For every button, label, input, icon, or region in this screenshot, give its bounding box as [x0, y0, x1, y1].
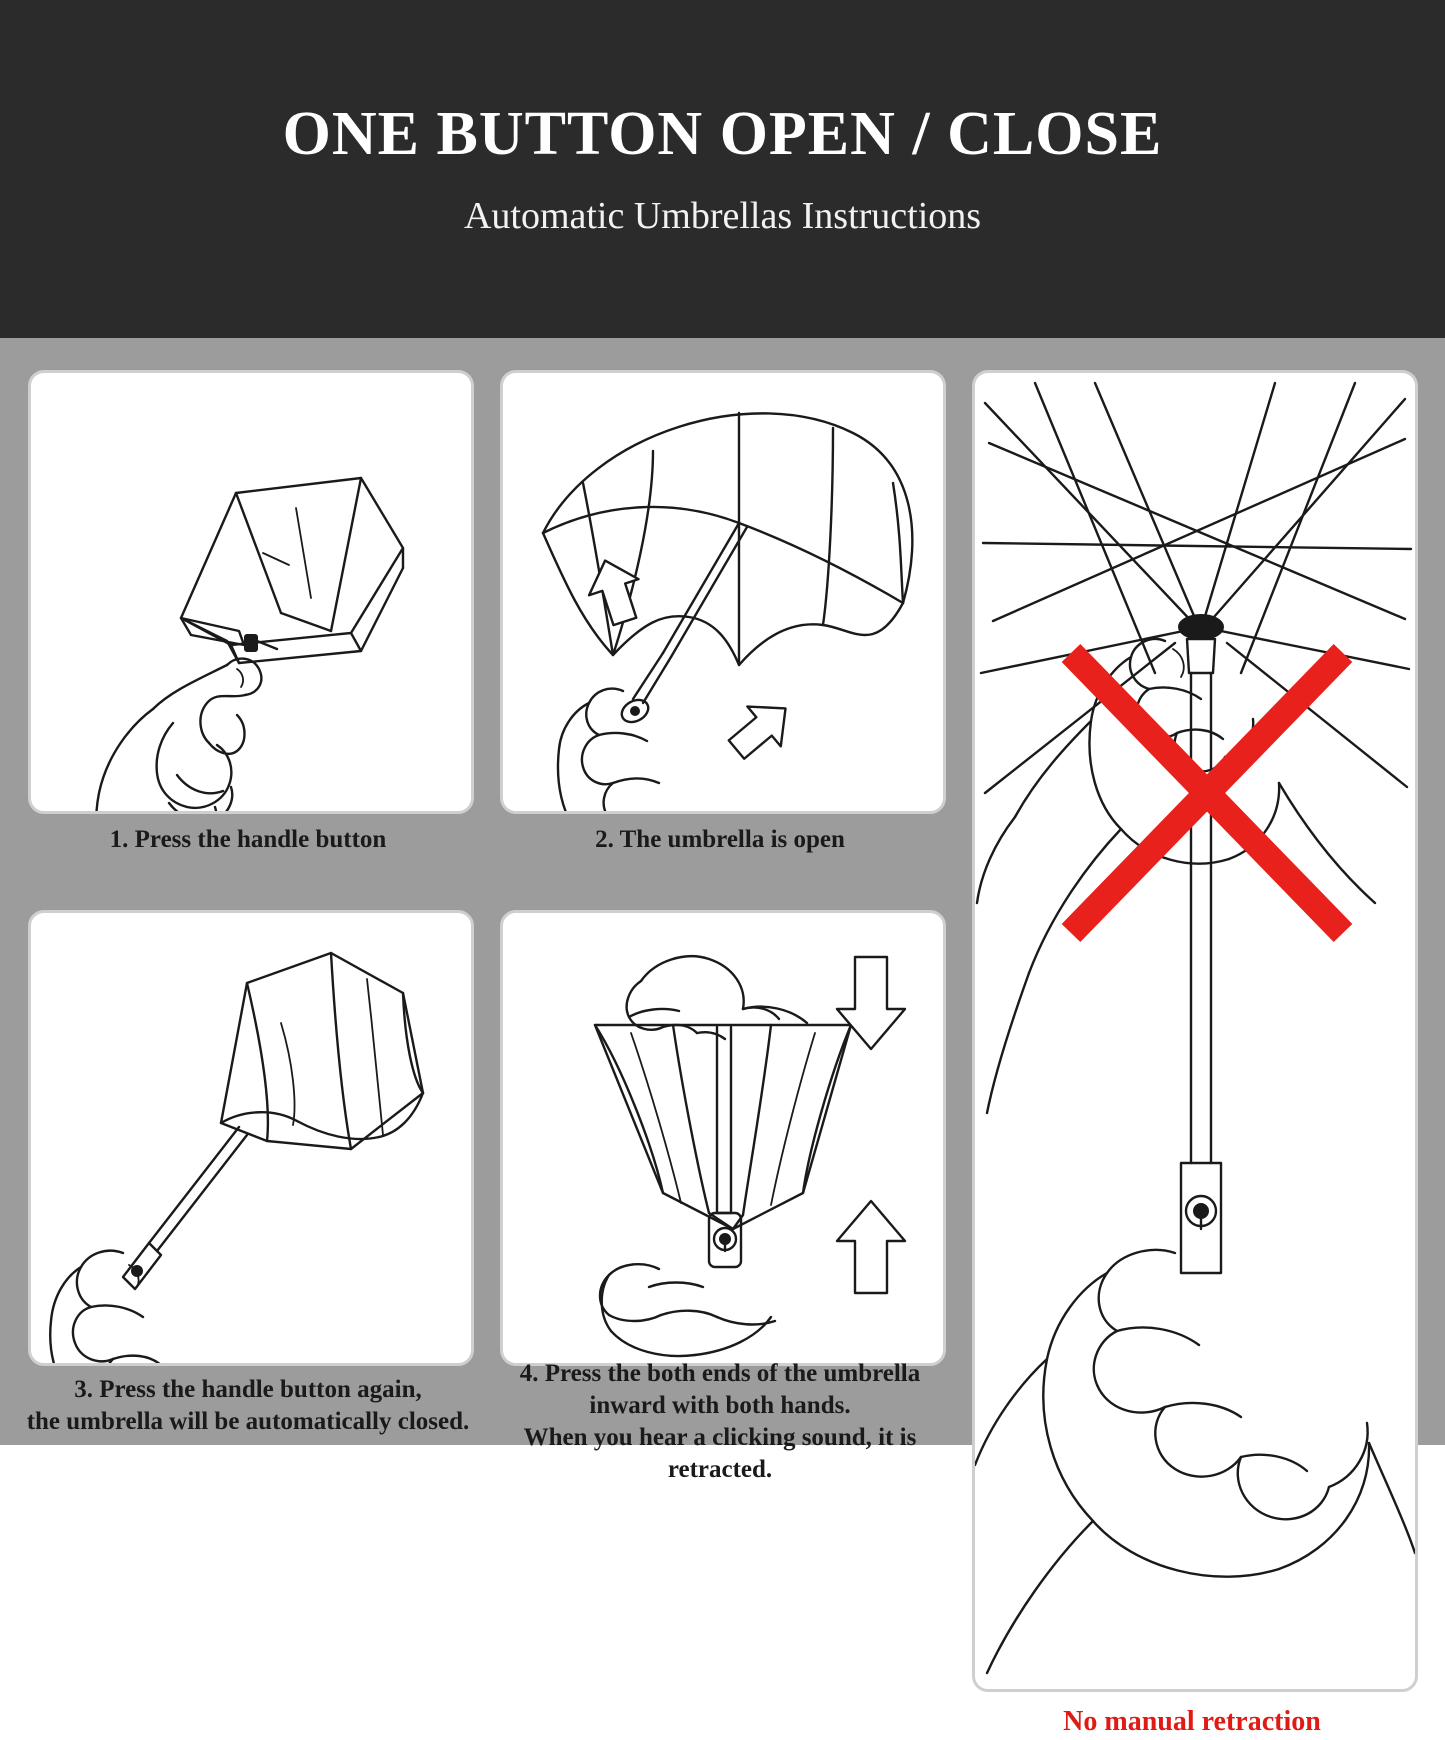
step-2-caption: 2. The umbrella is open — [595, 826, 845, 853]
red-cross-overlay — [1071, 653, 1343, 933]
hand-pressing-button — [50, 1251, 187, 1363]
umbrella-handle-with-button — [123, 1243, 161, 1289]
umbrella-shaft — [149, 1127, 247, 1251]
umbrella-handle-hooked — [618, 653, 671, 726]
umbrella-shaft-long — [1191, 673, 1211, 1163]
umbrella-handle-lower — [1181, 1163, 1221, 1273]
step-4-caption — [490, 1358, 950, 1486]
step-4-caption-line-2: inward with both hands. — [589, 1392, 851, 1419]
step-3-caption-line-1: 3. Press the handle button again, — [74, 1376, 422, 1403]
up-arrow — [837, 1201, 905, 1293]
page-title: ONE BUTTON OPEN / CLOSE — [282, 99, 1163, 168]
closed-umbrella-folded-canopy — [181, 478, 403, 663]
header-banner — [0, 0, 1445, 338]
warning-caption: No manual retraction — [1063, 1706, 1321, 1737]
umbrella-handle-with-button — [709, 1213, 741, 1267]
hand-gripping-handle-lower — [1043, 1250, 1369, 1577]
umbrella-ribs-top — [981, 383, 1411, 793]
step-1-caption: 1. Press the handle button — [109, 826, 387, 853]
umbrella-shaft-inverted — [717, 1027, 731, 1213]
forearm-upper — [977, 817, 1029, 1113]
umbrella-runner-hub — [1179, 615, 1223, 673]
collapsing-umbrella-canopy — [221, 953, 423, 1149]
step-3-caption-line-2: the umbrella will be automatically closed. — [26, 1408, 470, 1435]
bottom-hand-supporting — [600, 1264, 775, 1356]
step-4-caption-line-1: 4. Press the both ends of the umbrella — [519, 1360, 921, 1387]
hand-pressing-button — [96, 659, 261, 811]
page-subtitle: Automatic Umbrellas Instructions — [463, 195, 982, 238]
step-4-caption-line-3: When you hear a clicking sound, it is retracted. — [523, 1424, 917, 1483]
open-umbrella-canopy — [543, 413, 912, 665]
step-3-illustration — [28, 910, 474, 1366]
step-2-illustration — [500, 370, 946, 814]
hand-holding-handle — [558, 689, 677, 811]
inverted-umbrella-canopy — [595, 1025, 851, 1229]
steps-grid — [0, 338, 1445, 1737]
warning-illustration — [972, 370, 1418, 1692]
step-4-illustration — [500, 910, 946, 1366]
step-1-illustration — [28, 370, 474, 814]
up-arrow-right — [720, 689, 802, 770]
step-3-caption — [10, 1374, 486, 1438]
umbrella-shaft — [663, 523, 747, 657]
